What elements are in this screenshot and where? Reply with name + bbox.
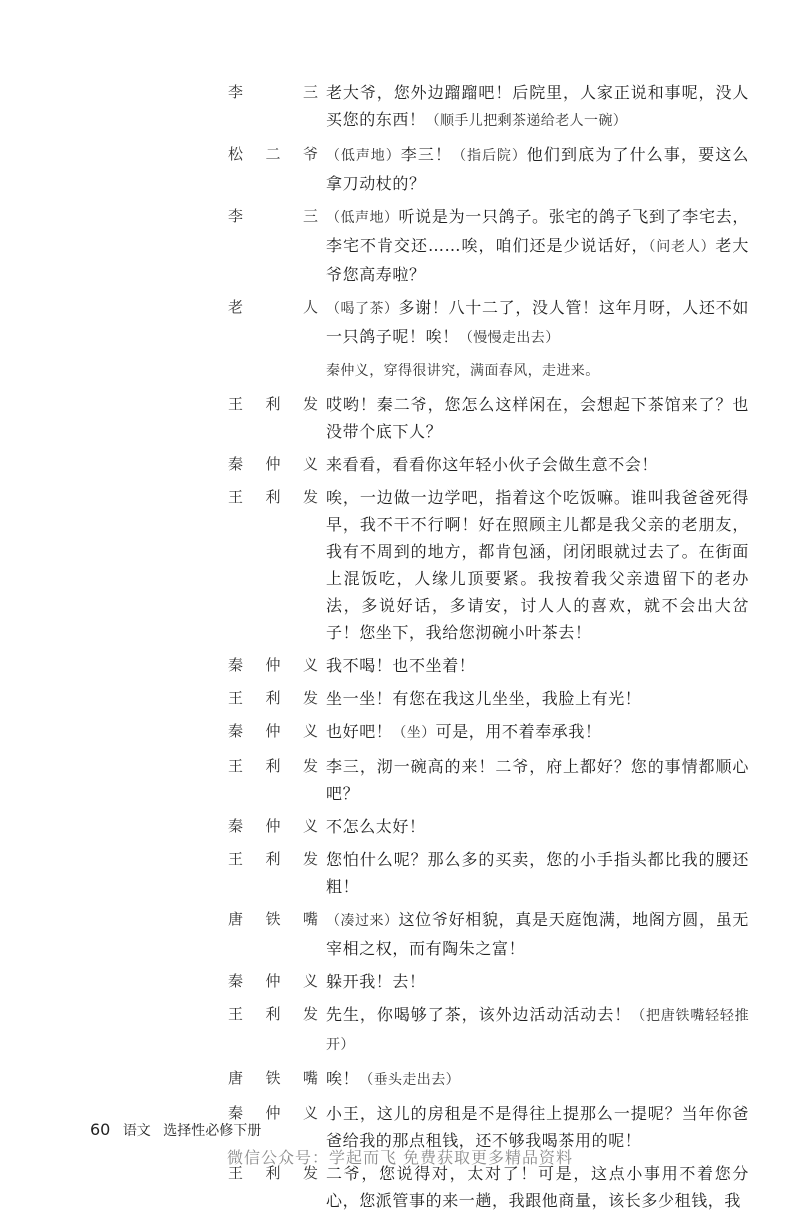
speech-segment: 小王，这儿的房租是不是得往上提那么一提呢？当年你爸爸给我的那点租钱，还不够我喝茶用的呢！ (326, 1104, 749, 1150)
dialogue-text (326, 484, 749, 646)
speaker-name: 王利发 (228, 850, 318, 868)
speaker-name: 秦仲义 (228, 455, 318, 473)
stage-direction-inline: （问老人） (648, 239, 716, 255)
speaker-name: 王利发 (228, 395, 318, 413)
dialogue-text (326, 685, 749, 712)
dialogue-entry (0, 1001, 800, 1059)
dialogue-text (326, 813, 749, 840)
speech-segment: 多谢！八十二了，没人管！这年月呀，人还不如一只鸽子呢！唉！ (326, 298, 749, 346)
speech-segment: 老大爷，您外边蹓蹓吧！后院里，人家正说和事呢，没人买您的东西！ (326, 83, 749, 129)
stage-direction-inline: （慢慢走出去） (458, 330, 560, 346)
dialogue-entry (0, 484, 800, 646)
dialogue-entry (0, 652, 800, 679)
page-footer (90, 1120, 261, 1140)
dialogue-text (326, 753, 749, 807)
speech-segment: 李三！ (400, 145, 453, 164)
stage-direction-inline: （坐） (392, 725, 436, 741)
speech-segment: 先生，你喝够了茶，该外边活动活动去！ (326, 1005, 632, 1024)
speech-segment: 他们到底为了什么事，要这么拿刀动杖的？ (326, 145, 750, 193)
speech-segment: 哎哟！秦二爷，您怎么这样闲在，会想起下茶馆来了？也没带个底下人？ (326, 395, 749, 441)
stage-direction-inline: （低声地） (326, 210, 399, 226)
speech-segment: 不怎么太好！ (326, 817, 426, 836)
book-title: 选择性必修下册 (163, 1123, 262, 1139)
speech-segment: 唉！ (326, 1069, 360, 1088)
speaker-name: 王利发 (228, 757, 318, 775)
speaker-name: 老人 (228, 298, 318, 316)
dialogue-text (326, 652, 749, 679)
dialogue-entry (0, 79, 800, 135)
dialogue-entry (0, 813, 800, 840)
speech-segment: 也好吧！ (326, 722, 393, 741)
dialogue-entry (0, 203, 800, 288)
subject-label: 语文 (122, 1123, 151, 1139)
dialogue-text (326, 294, 749, 352)
dialogue-text (326, 906, 749, 962)
dialogue-text (326, 79, 749, 135)
stage-direction-inline: （喝了茶） (326, 301, 399, 317)
dialogue-entry (0, 141, 800, 197)
speaker-name: 秦仲义 (228, 972, 318, 990)
speaker-name: 唐铁嘴 (228, 1069, 318, 1087)
speech-segment: 可是，用不着奉承我！ (435, 722, 602, 741)
page-number: 60 (90, 1120, 111, 1139)
dialogue-entry (0, 451, 800, 478)
speech-segment: 坐一坐！有您在我这儿坐坐，我脸上有光！ (326, 689, 642, 708)
speech-segment: 二爷，您说得对，太对了！可是，这点小事用不着您分心，您派管事的来一趟，我跟他商量，该长多少租钱，我 (326, 1164, 749, 1210)
stage-direction-inline: （凑过来） (326, 913, 399, 929)
dialogue-entry (0, 1065, 800, 1094)
stage-direction-inline: （垂头走出去） (359, 1072, 461, 1088)
speech-segment: 李三，沏一碗高的来！二爷，府上都好？您的事情都顺心吧？ (326, 757, 749, 803)
speech-segment: 您怕什么呢？那么多的买卖，您的小手指头都比我的腰还粗！ (326, 850, 749, 896)
speech-segment: 这位爷好相貌，真是天庭饱满，地阁方圆，虽无宰相之权，而有陶朱之富！ (326, 910, 749, 958)
speaker-name: 李三 (228, 207, 318, 225)
dialogue-entry (0, 685, 800, 712)
speech-segment: 唉，一边做一边学吧，指着这个吃饭嘛。谁叫我爸爸死得早，我不干不行啊！好在照顾主儿都是我父亲的老朋友，我有不周到的地方，都肯包涵，闭闭眼就过去了。在街面上混饭吃，人缘儿顶要紧。我按着我父亲遗留下的老办法，多说好话，多请安，讨人人的喜欢，就不会出大岔子！您坐下，我给您沏碗小叶茶去！ (326, 488, 749, 642)
speaker-name: 李三 (228, 83, 318, 101)
dialogue-entry (0, 968, 800, 995)
dialogue-text (326, 141, 749, 197)
speaker-name: 唐铁嘴 (228, 910, 318, 928)
dialogue-text (326, 203, 749, 288)
speech-segment: 躲开我！去！ (326, 972, 426, 991)
dialogue-entry (0, 906, 800, 962)
dialogue-entry (0, 1160, 800, 1214)
dialogue-entry (0, 718, 800, 747)
speaker-name: 秦仲义 (228, 1104, 318, 1122)
dialogue-text (326, 968, 749, 995)
speaker-name: 秦仲义 (228, 817, 318, 835)
speech-segment: 听说是为一只鸽子。张宅的鸽子飞到了李宅去，李宅不肯交还……唉，咱们还是少说话好， (326, 207, 749, 255)
dialogue-entry (0, 294, 800, 352)
speaker-name: 秦仲义 (228, 656, 318, 674)
stage-direction-inline: （低声地） (326, 148, 401, 164)
stage-direction-inline: （指后院） (452, 148, 527, 164)
dialogue-entry (0, 753, 800, 807)
script-body (0, 79, 800, 1220)
dialogue-text (326, 451, 749, 478)
speech-segment: 我不喝！也不坐着！ (326, 656, 476, 675)
dialogue-text (326, 1065, 749, 1094)
dialogue-entry (0, 846, 800, 900)
speaker-name: 王利发 (228, 488, 318, 506)
dialogue-text (326, 391, 749, 445)
dialogue-entry (0, 391, 800, 445)
speaker-name: 王利发 (228, 689, 318, 707)
speaker-name: 王利发 (228, 1005, 318, 1023)
stage-direction-inline: （把唐铁嘴轻轻推开） (326, 1008, 749, 1053)
dialogue-text (326, 718, 749, 747)
speech-segment: 老大爷您高寿啦？ (326, 236, 750, 284)
speaker-name: 松二爷 (228, 145, 318, 163)
watermark-text: 微信公众号：学起而飞 免费获取更多精品资料 (226, 1148, 574, 1167)
speech-segment: 来看看，看看你这年轻小伙子会做生意不会！ (326, 455, 659, 474)
stage-direction-inline: （顺手儿把剩茶递给老人一碗） (425, 113, 628, 129)
dialogue-text (326, 1160, 749, 1214)
speaker-name: 王利发 (228, 1164, 318, 1182)
dialogue-text (326, 1001, 749, 1059)
speaker-name: 秦仲义 (228, 722, 318, 740)
stage-direction: 秦仲义，穿得很讲究，满面春风，走进来。 (326, 363, 600, 379)
dialogue-text (326, 846, 749, 900)
